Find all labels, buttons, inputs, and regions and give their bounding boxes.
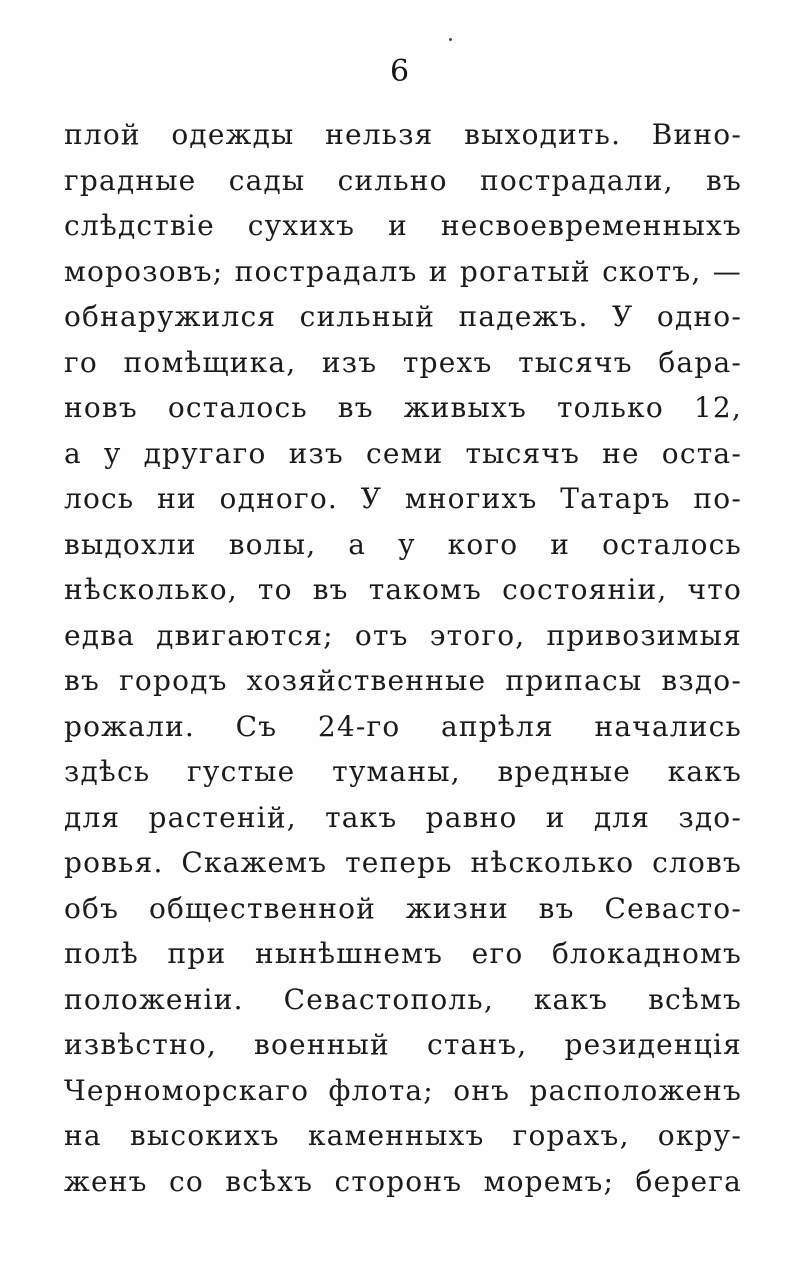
text-line: Черноморскаго флота; онъ расположенъ: [64, 1073, 742, 1107]
text-line: для растеній, такъ равно и для здо-: [64, 800, 742, 834]
text-line: едва двигаются; отъ этого, привозимыя: [64, 618, 742, 652]
text-line: объ общественной жизни въ Севасто-: [64, 891, 742, 925]
text-line: здѣсь густые туманы, вредные какъ: [64, 755, 742, 788]
text-line: выдохли волы, а у кого и осталось: [64, 527, 742, 561]
text-line: новъ осталось въ живыхъ только 12,: [64, 391, 742, 424]
page-number: 6: [389, 54, 411, 89]
text-line: лось ни одного. У многихъ Татаръ по-: [64, 482, 742, 515]
text-line: положеніи. Севастополь, какъ всѣмъ: [64, 982, 742, 1016]
text-line: слѣдствіе сухихъ и несвоевременныхъ: [64, 209, 742, 242]
text-line: го помѣщика, изъ трехъ тысячъ бара-: [64, 345, 742, 379]
text-line: въ городъ хозяйственные припасы вздо-: [64, 664, 742, 697]
text-line: а у другаго изъ семи тысячъ не оста-: [64, 436, 742, 470]
text-line: на высокихъ каменныхъ горахъ, окру-: [64, 1119, 742, 1152]
text-line: обнаружился сильный падежъ. У одно-: [64, 300, 742, 333]
text-line: женъ со всѣхъ сторонъ моремъ; берега: [64, 1164, 742, 1198]
text-line: извѣстно, военный станъ, резиденція: [64, 1028, 742, 1061]
text-line: полѣ при нынѣшнемъ его блокадномъ: [64, 937, 742, 970]
text-line: рожали. Съ 24-го апрѣля начались: [64, 709, 742, 743]
text-line: ровья. Скажемъ теперь нѣсколько словъ: [64, 846, 742, 879]
page-text: [64, 112, 742, 1204]
text-line: нѣсколько, то въ такомъ состояніи, что: [64, 573, 742, 606]
text-line: морозовъ; пострадалъ и рогатый скотъ, —: [64, 254, 742, 288]
text-line: градные сады сильно пострадали, въ: [64, 163, 742, 197]
ink-speck: [449, 38, 452, 41]
text-line: плой одежды нельзя выходить. Вино-: [64, 118, 742, 151]
